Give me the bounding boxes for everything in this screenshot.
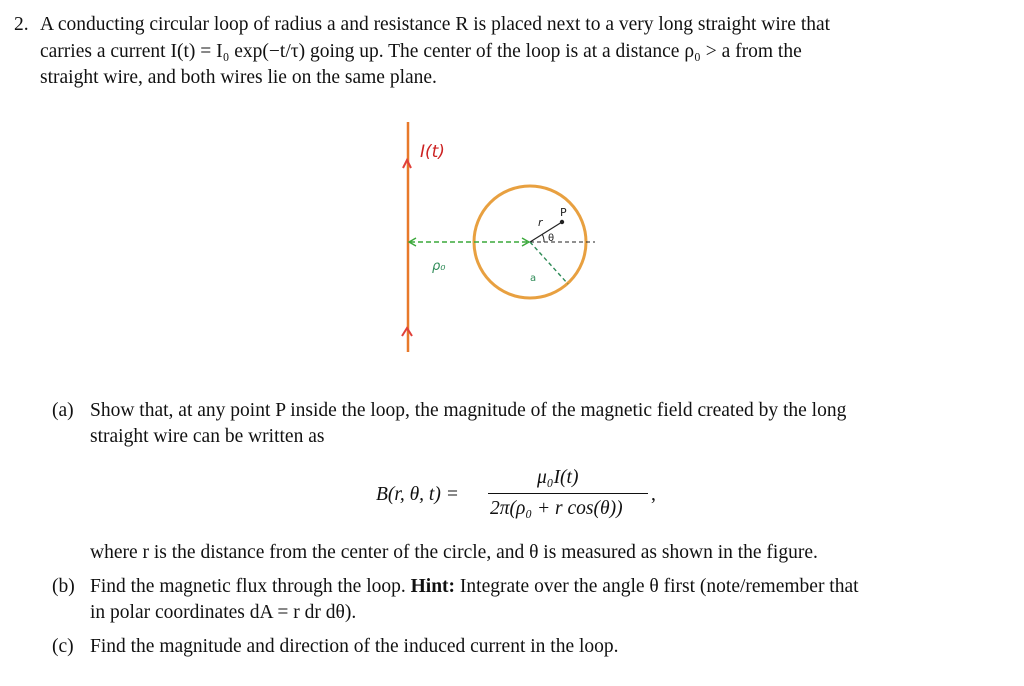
p-label: P	[560, 206, 567, 219]
problem-intro-line-2: carries a current I(t) = I₀ exp(−t/τ) going up. The center of the loop is at a distance ρ₀ > a from the	[40, 41, 802, 62]
equation-trailing-comma: ,	[651, 484, 656, 505]
rho-label: ρ₀	[432, 259, 446, 274]
part-b-text-line-2: in polar coordinates dA = r dr dθ).	[90, 602, 357, 623]
point-p-dot	[560, 220, 564, 224]
wire-loop-figure	[340, 112, 680, 362]
part-b-text-line-1	[90, 577, 859, 597]
part-a-text-line-2: straight wire can be written as	[90, 426, 325, 447]
a-label: a	[530, 273, 537, 284]
part-a-after-equation: where r is the distance from the center of the circle, and θ is measured as shown in the figure.	[90, 542, 818, 563]
equation-fraction-bar	[488, 493, 648, 494]
part-a-label: (a)	[52, 400, 74, 421]
figure-svg	[340, 112, 680, 362]
part-b-text-post: Integrate over the angle θ first (note/remember that	[459, 576, 859, 597]
problem-intro-line-3: straight wire, and both wires lie on the same plane.	[40, 67, 437, 88]
part-b-hint-label: Hint:	[410, 576, 456, 597]
r-line	[530, 222, 562, 242]
theta-label: θ	[548, 233, 555, 244]
problem-number: 2.	[14, 14, 29, 35]
theta-arc	[542, 234, 544, 242]
part-b-text-pre: Find the magnetic flux through the loop.	[90, 576, 406, 597]
equation-lhs: B(r, θ, t) =	[376, 484, 459, 505]
equation-numerator: μ₀I(t)	[537, 467, 579, 488]
part-c-text-line-1: Find the magnitude and direction of the induced current in the loop.	[90, 636, 619, 657]
equation-denominator: 2π(ρ₀ + r cos(θ))	[490, 498, 623, 519]
r-label: r	[538, 216, 543, 229]
current-label: I(t)	[420, 142, 445, 162]
part-a-text-line-1: Show that, at any point P inside the loop, the magnitude of the magnetic field created by the long	[90, 400, 847, 421]
problem-intro-line-1: A conducting circular loop of radius a and resistance R is placed next to a very long straight wire that	[40, 14, 831, 35]
part-c-label: (c)	[52, 636, 74, 657]
part-b-label: (b)	[52, 576, 75, 597]
